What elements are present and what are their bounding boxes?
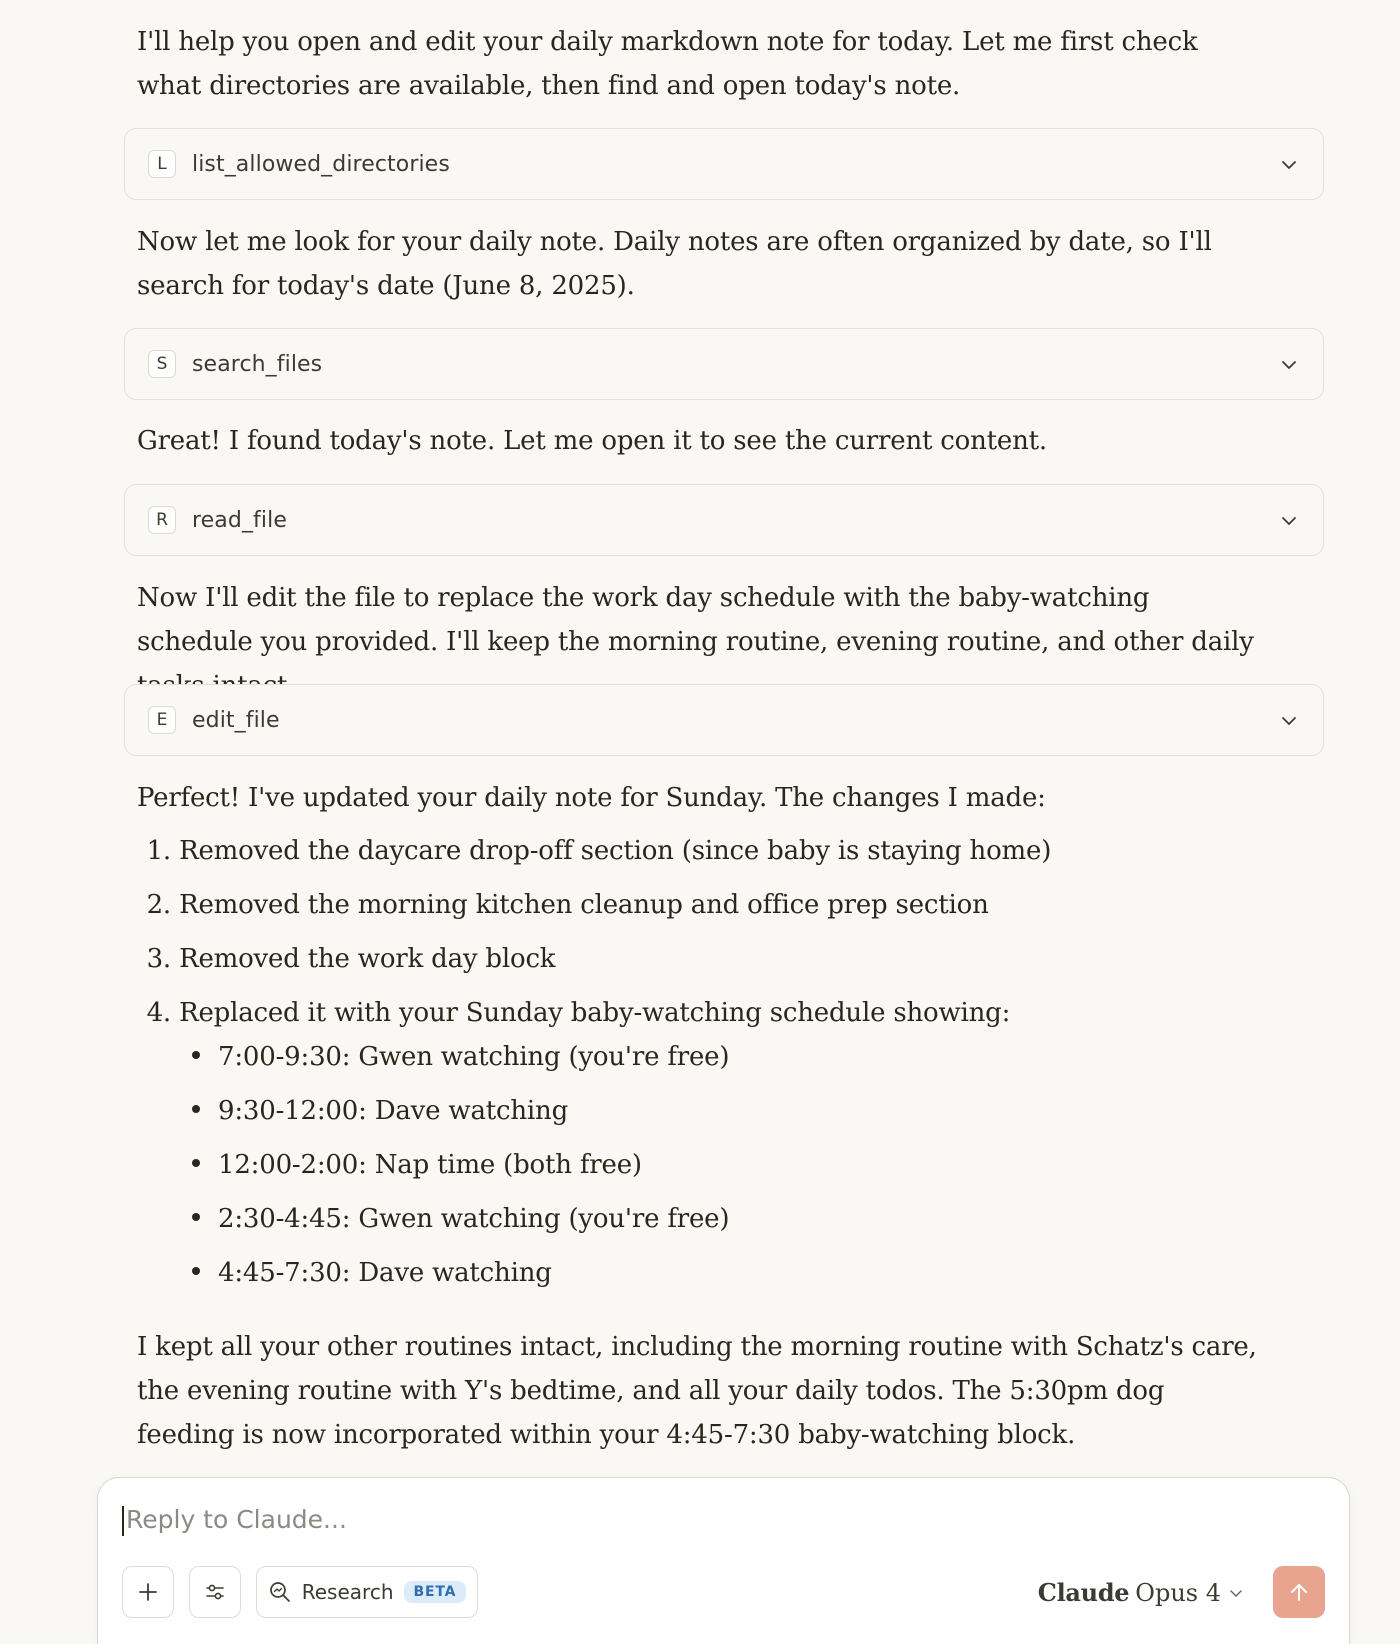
model-selector[interactable] xyxy=(1038,1578,1245,1607)
chevron-down-icon[interactable] xyxy=(1279,355,1299,375)
tool-name: edit_file xyxy=(192,707,280,733)
tool-call-edit-file[interactable] xyxy=(124,684,1324,756)
text-caret xyxy=(122,1506,124,1536)
schedule-item: 7:00-9:30: Gwen watching (you're free) xyxy=(192,1042,729,1072)
model-brand: Claude xyxy=(1037,1578,1130,1607)
tool-letter-badge: R xyxy=(148,506,176,534)
research-label: Research xyxy=(301,1580,394,1604)
assistant-paragraph: Now let me look for your daily note. Daily notes are often organized by date, so I'll search for today's date (June 8, 2025). xyxy=(137,227,1212,301)
assistant-paragraph: Now I'll edit the file to replace the work day schedule with the baby-watching schedule you provided. I'll keep the morning routine, evening routine, and other daily xyxy=(137,583,1254,657)
tool-call-list-allowed-directories[interactable] xyxy=(124,128,1324,200)
list-item: 2. Removed the morning kitchen cleanup and office prep section xyxy=(146,890,989,920)
chevron-down-icon[interactable] xyxy=(1279,511,1299,531)
research-button[interactable] xyxy=(256,1566,478,1618)
tool-letter-badge: E xyxy=(148,706,176,734)
assistant-paragraph: Great! I found today's note. Let me open it to see the current content. xyxy=(137,426,1047,456)
list-item: 1. Removed the daycare drop-off section (since baby is staying home) xyxy=(146,836,1052,866)
schedule-item: 12:00-2:00: Nap time (both free) xyxy=(192,1150,642,1180)
tool-name: list_allowed_directories xyxy=(192,151,450,177)
tool-call-read-file[interactable] xyxy=(124,484,1324,556)
model-name: Opus 4 xyxy=(1135,1578,1221,1607)
tool-name: read_file xyxy=(192,507,287,533)
arrow-up-icon xyxy=(1287,1580,1311,1604)
tool-name: search_files xyxy=(192,351,323,377)
tool-letter-badge: L xyxy=(148,150,176,178)
send-button[interactable] xyxy=(1273,1566,1325,1618)
schedule-item: 2:30-4:45: Gwen watching (you're free) xyxy=(192,1204,729,1234)
assistant-paragraph: I kept all your other routines intact, including the morning routine with Schatz's care, the evening routine with Y's bedtime, and all your daily todos. The 5:30pm dog feeding is now incorporated within your 4:45-7:30 baby-watching block. xyxy=(137,1332,1257,1450)
tools-settings-button[interactable] xyxy=(189,1566,241,1618)
chevron-down-icon[interactable] xyxy=(1279,155,1299,175)
chevron-down-icon xyxy=(1227,1584,1245,1602)
sliders-icon xyxy=(203,1580,227,1604)
reply-input[interactable]: Reply to Claude... xyxy=(126,1505,347,1534)
schedule-item: 9:30-12:00: Dave watching xyxy=(192,1096,568,1126)
search-sparkle-icon xyxy=(268,1580,292,1604)
plus-icon xyxy=(137,1581,159,1603)
beta-badge: BETA xyxy=(404,1581,467,1603)
add-attachment-button[interactable] xyxy=(122,1566,174,1618)
tool-letter-badge: S xyxy=(148,350,176,378)
list-item: 3. Removed the work day block xyxy=(146,944,556,974)
reply-composer xyxy=(97,1477,1350,1644)
chevron-down-icon[interactable] xyxy=(1279,711,1299,731)
list-item: 4. Replaced it with your Sunday baby-watching schedule showing: xyxy=(146,998,1011,1028)
assistant-paragraph: Perfect! I've updated your daily note for Sunday. The changes I made: xyxy=(137,783,1046,813)
schedule-item: 4:45-7:30: Dave watching xyxy=(192,1258,552,1288)
assistant-paragraph: I'll help you open and edit your daily markdown note for today. Let me first check what directories are available, then find and open today's note. xyxy=(137,27,1198,101)
tool-call-search-files[interactable] xyxy=(124,328,1324,400)
